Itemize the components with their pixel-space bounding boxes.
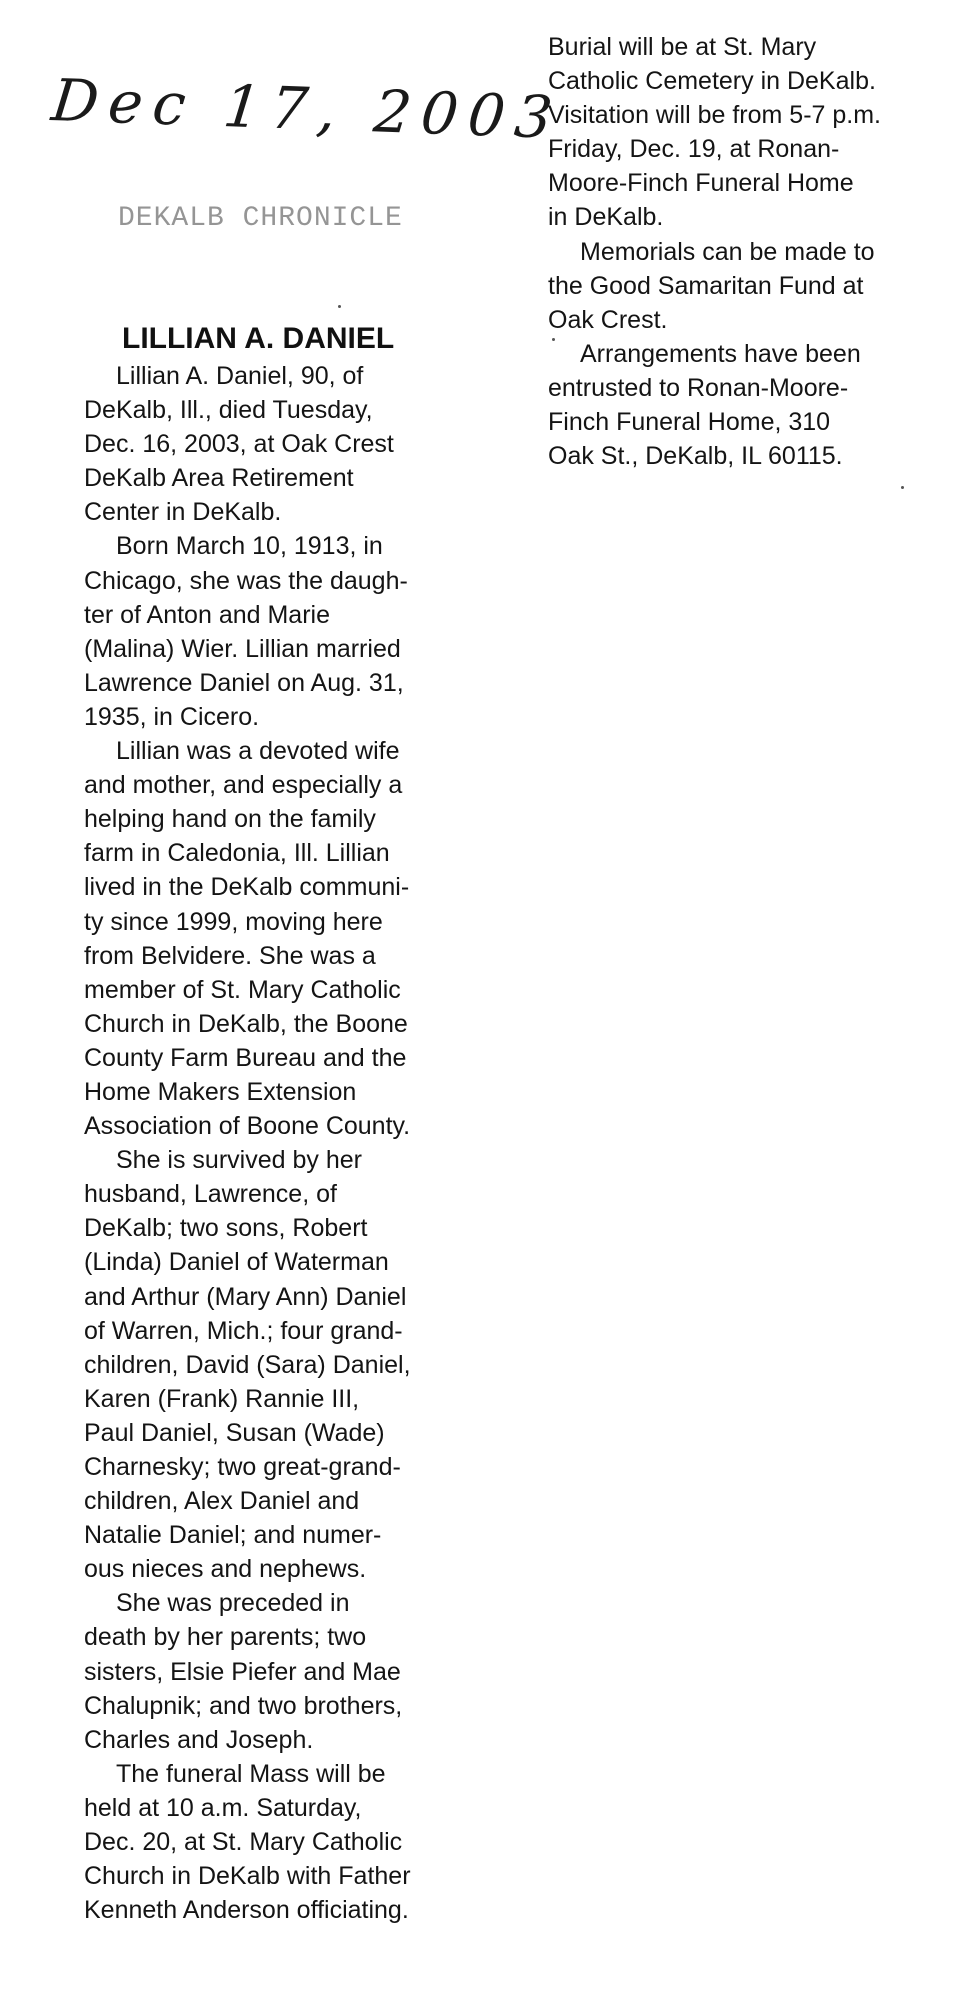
left-column-line: She is survived by her	[116, 1146, 362, 1175]
right-column-line: Moore-Finch Funeral Home	[548, 169, 854, 198]
left-column-line: and mother, and especially a	[84, 771, 403, 800]
left-column-line: The funeral Mass will be	[116, 1759, 386, 1788]
right-column-line: Burial will be at St. Mary	[548, 33, 817, 61]
left-column-line: Center in DeKalb.	[84, 498, 282, 527]
left-column-line: helping hand on the family	[84, 805, 376, 834]
left-column-line: Chicago, she was the daugh-	[84, 566, 408, 595]
left-column-line: Lillian A. Daniel, 90, of	[116, 362, 364, 390]
left-column-line: County Farm Bureau and the	[84, 1043, 407, 1072]
left-column-line: Paul Daniel, Susan (Wade)	[84, 1418, 385, 1447]
right-column-line: Friday, Dec. 19, at Ronan-	[548, 135, 840, 164]
left-column-line: held at 10 a.m. Saturday,	[84, 1793, 362, 1822]
print-speck	[338, 305, 341, 308]
right-column-line: Catholic Cemetery in DeKalb.	[548, 67, 876, 96]
left-column-line: Dec. 16, 2003, at Oak Crest	[84, 430, 394, 459]
left-column-line: death by her parents; two	[84, 1623, 367, 1652]
right-column-line: Visitation will be from 5-7 p.m.	[548, 101, 881, 130]
left-column-line: 1935, in Cicero.	[84, 702, 260, 731]
left-column-line: (Linda) Daniel of Waterman	[84, 1248, 389, 1277]
left-column-line: Born March 10, 1913, in	[116, 532, 383, 561]
left-column-line: Lawrence Daniel on Aug. 31,	[84, 668, 404, 697]
left-column-line: Church in DeKalb with Father	[84, 1862, 411, 1891]
left-column-line: DeKalb; two sons, Robert	[84, 1214, 368, 1243]
left-column-line: Charles and Joseph.	[84, 1725, 314, 1754]
left-column-line: Natalie Daniel; and numer-	[84, 1521, 382, 1550]
right-column-line: entrusted to Ronan-Moore-	[548, 373, 849, 402]
left-column-line: DeKalb, Ill., died Tuesday,	[84, 396, 373, 425]
left-column-line: ter of Anton and Marie	[84, 600, 330, 629]
left-column-line: Chalupnik; and two brothers,	[84, 1691, 403, 1720]
left-column-line: Dec. 20, at St. Mary Catholic	[84, 1828, 403, 1857]
right-column-line: Oak Crest.	[548, 305, 668, 334]
right-column-line: Memorials can be made to	[580, 237, 875, 266]
handwritten-date: Dec 17, 2003	[48, 66, 566, 152]
left-column-line: Lillian was a devoted wife	[116, 737, 400, 766]
print-speck	[901, 486, 904, 489]
left-column-line: Karen (Frank) Rannie III,	[84, 1384, 360, 1413]
left-column-line: children, David (Sara) Daniel,	[84, 1350, 411, 1379]
left-column-line: member of St. Mary Catholic	[84, 975, 401, 1004]
left-column-line: ty since 1999, moving here	[84, 907, 383, 936]
left-column-line: ous nieces and nephews.	[84, 1555, 367, 1584]
left-column-line: of Warren, Mich.; four grand-	[84, 1316, 403, 1345]
left-column-line: husband, Lawrence, of	[84, 1180, 337, 1209]
newspaper-source-stamp: DEKALB CHRONICLE	[118, 203, 403, 234]
left-column-line: and Arthur (Mary Ann) Daniel	[84, 1282, 407, 1311]
left-column-line: Association of Boone County.	[84, 1112, 411, 1141]
left-column-line: (Malina) Wier. Lillian married	[84, 634, 401, 663]
left-column-line: sisters, Elsie Piefer and Mae	[84, 1657, 401, 1686]
obituary-headline: LILLIAN A. DANIEL	[122, 322, 395, 355]
left-column-line: DeKalb Area Retirement	[84, 464, 354, 493]
left-column-line: lived in the DeKalb communi-	[84, 873, 410, 902]
print-speck	[552, 338, 555, 341]
left-column-line: Church in DeKalb, the Boone	[84, 1009, 408, 1038]
right-column-line: in DeKalb.	[548, 203, 664, 232]
left-column-line: Home Makers Extension	[84, 1077, 357, 1106]
left-column-line: farm in Caledonia, Ill. Lillian	[84, 839, 390, 868]
left-column-line: from Belvidere. She was a	[84, 941, 376, 970]
obituary-right-column	[548, 30, 881, 473]
left-column-line: Kenneth Anderson officiating.	[84, 1896, 409, 1925]
left-column-line: children, Alex Daniel and	[84, 1487, 360, 1516]
right-column-line: the Good Samaritan Fund at	[548, 271, 864, 300]
left-column-line: She was preceded in	[116, 1589, 350, 1618]
right-column-line: Finch Funeral Home, 310	[548, 408, 831, 437]
obituary-left-column	[84, 359, 411, 1927]
right-column-line: Arrangements have been	[580, 339, 861, 368]
left-column-line: Charnesky; two great-grand-	[84, 1453, 401, 1481]
right-column-line: Oak St., DeKalb, IL 60115.	[548, 442, 843, 471]
